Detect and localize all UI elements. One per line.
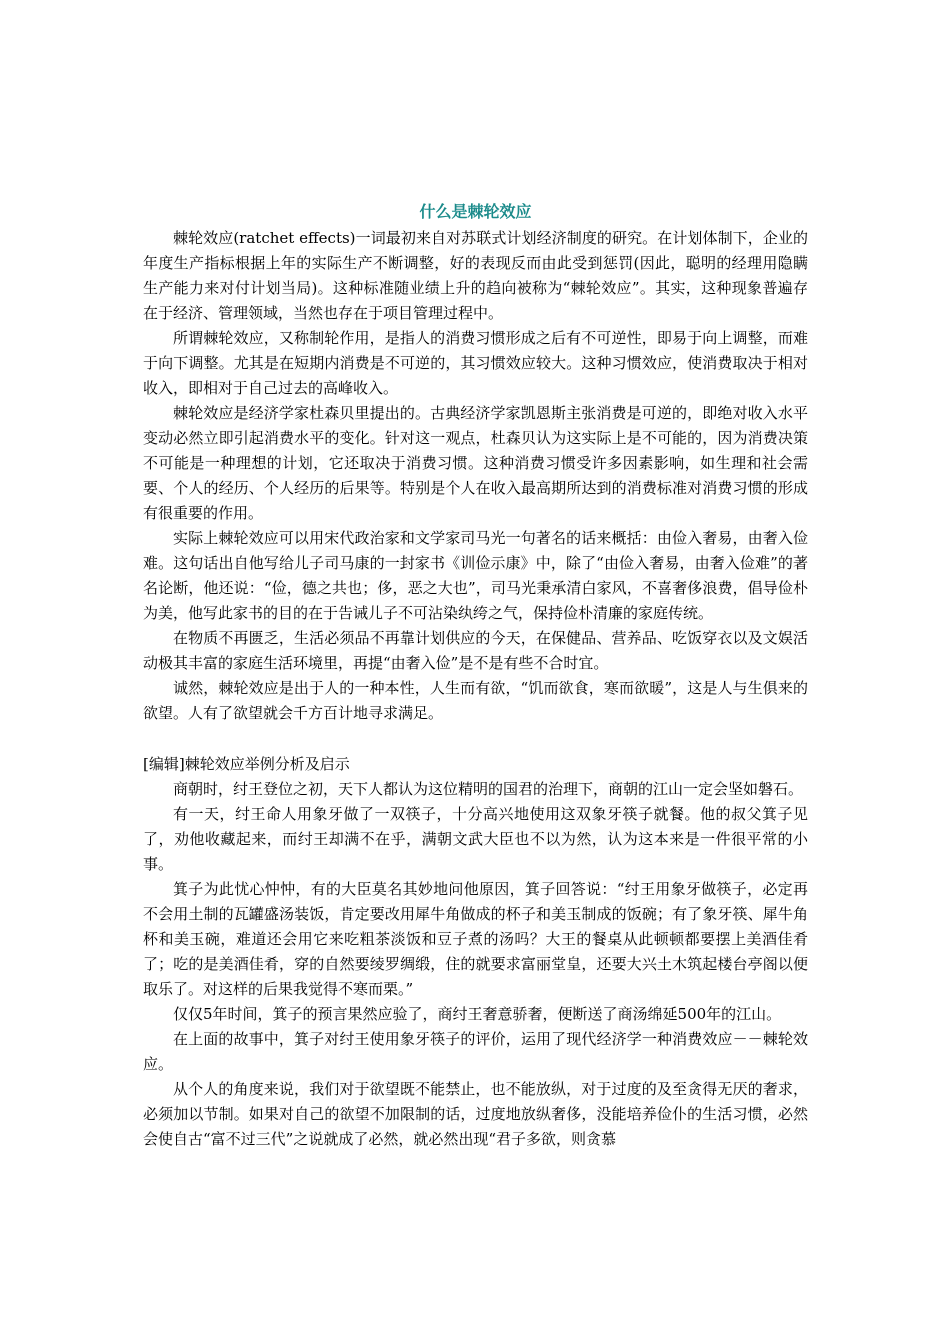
paragraph-shang-dynasty: 商朝时，纣王登位之初，天下人都认为这位精明的国君的治理下，商朝的江山一定会坚如磐石。 xyxy=(173,780,804,798)
paragraph-analysis: 在上面的故事中，箕子对纣王使用象牙筷子的评价，运用了现代经济学一种消费效应－－棘轮效应。 xyxy=(143,1030,808,1073)
paragraph-ivory-chopsticks: 有一天，纣王命人用象牙做了一双筷子，十分高兴地使用这双象牙筷子就餐。他的叔父箕子见了，劝他收藏起来，而纣王却满不在乎，满朝文武大臣也不以为然，认为这本来是一件很平常的小事。 xyxy=(143,805,808,873)
paragraph-duesenberry: 棘轮效应是经济学家杜森贝里提出的。古典经济学家凯恩斯主张消费是可逆的，即绝对收入水平变动必然立即引起消费水平的变化。针对这一观点，杜森贝认为这实际上是不可能的，因为消费决策不可能是一种理想的计划，它还取决于消费习惯。这种消费习惯受许多因素影响，如生理和社会需要、个人的经历、个人经历的后果等。特别是个人在收入最高期所达到的消费标准对消费习惯的形成有很重要的作用。 xyxy=(143,404,808,522)
blank-line xyxy=(143,726,808,752)
document-page xyxy=(143,198,808,1152)
paragraph-sima-guang: 实际上棘轮效应可以用宋代政治家和文学家司马光一句著名的话来概括：由俭入奢易，由奢入俭难。这句话出自他写给儿子司马康的一封家书《训俭示康》中，除了“由俭入奢易，由奢入俭难”的著名论断，他还说：“俭，德之共也；侈，恶之大也”，司马光秉承清白家风，不喜奢侈浪费，倡导俭朴为美，他写此家书的目的在于告诫儿子不可沾染纨绔之气，保持俭朴清廉的家庭传统。 xyxy=(143,529,808,622)
paragraph-jizi-reply: 箕子为此忧心忡忡，有的大臣莫名其妙地问他原因，箕子回答说：“纣王用象牙做筷子，必定再不会用土制的瓦罐盛汤装饭，肯定要改用犀牛角做成的杯子和美玉制成的饭碗；有了象牙筷、犀牛角杯和美玉碗，难道还会用它来吃粗茶淡饭和豆子煮的汤吗？大王的餐桌从此顿顿都要摆上美酒佳肴了；吃的是美酒佳肴，穿的自然要绫罗绸缎，住的就要求富丽堂皇，还要大兴土木筑起楼台亭阁以便取乐了。对这样的后果我觉得不寒而栗。” xyxy=(143,880,808,998)
paragraph-human-nature: 诚然，棘轮效应是出于人的一种本性，人生而有欲，“饥而欲食，寒而欲暖”，这是人与生俱来的欲望。人有了欲望就会千方百计地寻求满足。 xyxy=(143,679,808,722)
paragraph-ratchet-origin: 棘轮效应(ratchet effects)一词最初来自对苏联式计划经济制度的研究。在计划体制下，企业的年度生产指标根据上年的实际生产不断调整，好的表现反而由此受到惩罚(因此，聪明的经理用隐瞒生产能力来对付计划当局)。这种标准随业绩上升的趋向被称为“棘轮效应”。其实，这种现象普遍存在于经济、管理领域，当然也存在于项目管理过程中。 xyxy=(143,229,808,322)
paragraph-ratchet-definition: 所谓棘轮效应，又称制轮作用，是指人的消费习惯形成之后有不可逆性，即易于向上调整，而难于向下调整。尤其是在短期内消费是不可逆的，其习惯效应较大。这种习惯效应，使消费取决于相对收入，即相对于自己过去的高峰收入。 xyxy=(143,329,808,397)
paragraph-prophecy: 仅仅5年时间，箕子的预言果然应验了，商纣王奢意骄奢，便断送了商汤绵延500年的江山。 xyxy=(173,1005,782,1023)
paragraph-modern-life: 在物质不再匮乏，生活必须品不再靠计划供应的今天，在保健品、营养品、吃饭穿衣以及文娱活动极其丰富的家庭生活环境里，再提“由奢入俭”是不是有些不合时宜。 xyxy=(143,629,808,672)
paragraph-personal-view: 从个人的角度来说，我们对于欲望既不能禁止，也不能放纵，对于过度的及至贪得无厌的奢求，必须加以节制。如果对自己的欲望不加限制的话，过度地放纵奢侈，没能培养俭仆的生活习惯，必然会使自古“富不过三代”之说就成了必然，就必然出现“君子多欲，则贪慕 xyxy=(143,1080,808,1148)
document-title: 什么是棘轮效应 xyxy=(419,202,532,221)
section-heading: [编辑]棘轮效应举例分析及启示 xyxy=(143,755,350,773)
